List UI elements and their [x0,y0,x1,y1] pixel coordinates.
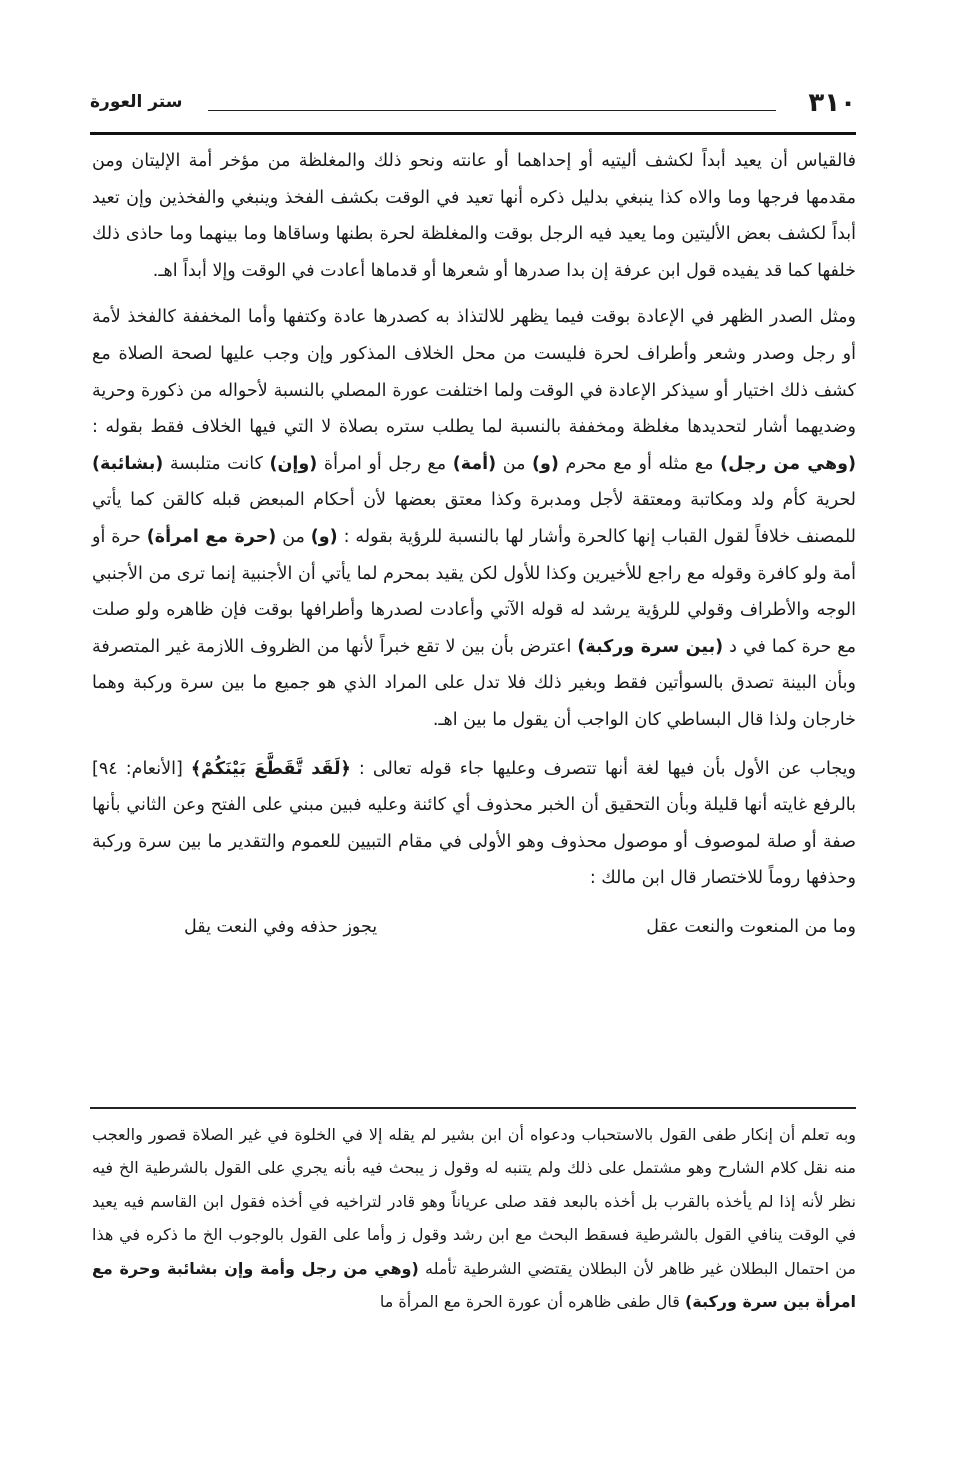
paragraph-2 [92,299,856,738]
bold-term: (و) [532,453,559,474]
text-run: لحرية كأم ولد ومكاتبة ومعتقة لأجل ومدبرة وكذا معتق بعضها لأن أحكام المبعض قبله كالقن كما يأتي للمصنف خلافاً لقول القباب إنها كالحرة وأشار لها بالنسبة للرؤية بقوله : [92,490,856,547]
bold-term: (أمة) [452,453,497,474]
footnote-paragraph [92,1118,856,1318]
page-number: ٣١٠ [808,88,856,118]
page-header [90,88,856,128]
paragraph-3 [92,751,856,897]
text-run: ومثل الصدر الظهر في الإعادة بوقت فيما يظهر للالتذاذ به كصدرها عادة وكتفها وأما المخففة كالفخذ لأمة أو رجل وصدر وشعر وأطراف لحرة فليست من محل الخلاف المذكور وإن وجب عليها لصحة الصلاة مع كشف ذلك اختيار أو سيذكر الإعادة في الوقت ولما اختلفت عورة المصلي بالنسبة لأحواله من ذكورة وحرية وضديهما أشار لتحديدها مغلظة ومخففة بالنسبة لما يطلب ستره بصلاة لا التي فيها الخلاف فقط بقوله : [92,307,856,438]
bold-term: (بشائبة) [92,453,164,474]
footnote-text [92,1118,856,1318]
verse-hemistich-right: وما من المنعوت والنعت عقل [646,916,856,937]
bold-term: (حرة مع امرأة) [146,526,277,547]
poetry-verse [184,909,856,946]
header-dash-line [208,110,776,111]
verse-hemistich-left: يجوز حذفه وفي النعت يقل [184,916,378,937]
footnote-rule [90,1107,856,1109]
main-text [92,143,856,945]
text-run: ويجاب عن الأول بأن فيها لغة أنها تتصرف وعليها جاء قوله تعالى : [358,758,856,779]
bold-term: (وهي من رجل وأمة وإن بشائبة وحرة مع امرأة بين سرة وركبة) [92,1258,856,1312]
text-run: اعترض بأن بين لا تقع خبراً لأنها من الظروف اللازمة غير المتصرفة وبأن البينة تصدق بالسوأتين فقط وبغير ذلك فلا تدل على المراد الذي هو جميع ما بين سرة وركبة وهما خارجان ولذا قال البساطي كان الواجب أن يقول ما بين اهـ. [92,636,856,730]
bold-term: (وإن) [269,453,318,474]
text-run: وبه تعلم أن إنكار طفى القول بالاستحباب ودعواه أن ابن بشير لم يقله إلا في الخلوة في غير الصلاة قصور والعجب منه نقل كلام الشارح وهو مشتمل على ذلك ولم يتنبه له وقول ز يبحث فيه بأنه يجري على القول بالشرطية الخ فيه نظر لأنه إذا لم يأخذه بالقرب بل أخذه بالبعد فقد صلى عرياناً وهو قادر لتراخيه في أخذه فقول ابن القاسم فيه يعيد في الوقت ينافي القول بالشرطية فسقط البحث مع ابن رشد وقول ز وأما على القول بالوجوب الخ ما ذكره في هذا من احتمال البطلان غير ظاهر لأن البطلان يقتضي الشرطية تأمله [92,1125,856,1278]
text-run: قال طفى ظاهره أن عورة الحرة مع المرأة ما [379,1292,680,1312]
paragraph-1: فالقياس أن يعيد أبداً لكشف أليتيه أو إحداهما أو عانته ونحو ذلك والمغلظة من مؤخر أمة الإليتان ومن مقدمها فرجها وما والاه كذا ينبغي بدليل ذكره أنها تعيد في الوقت بكشف الفخذ وينبغي والفخذين وإن تعيد أبداً لكشف بعض الأليتين وما يعيد فيه الرجل بوقت والمغلظة لحرة بطنها وساقاها وما بينهما وما حاذى ذلك خلفها كما قد يفيده قول ابن عرفة إن بدا صدرها أو شعرها أو قدماها أعادت في الوقت وإلا أبداً اهـ. [92,151,856,281]
text-run: مع رجل أو امرأة [323,453,447,474]
text-run: كانت متلبسة [169,453,263,474]
bold-term: (وهي من رجل) [720,453,856,474]
text-run: [الأنعام: ٩٤] بالرفع غايته أنها قليلة وبأن التحقيق أن الخبر محذوف أي كائنة وعليه فبين مبني على الفتح وعن الثاني بأنها صفة أو صلة لموصوف أو موصول محذوف وهو الأولى في مقام التبيين للعموم والتقدير ما بين سرة وركبة وحذفها روماً للاختصار قال ابن مالك : [92,758,856,889]
bold-term: (و) [310,526,338,547]
text-run: من [282,526,305,547]
text-run: من [502,453,526,474]
bold-term: (بين سرة وركبة) [577,636,724,657]
header-rule [90,132,856,135]
running-title: ستر العورة [90,92,183,112]
quran-quote: ﴿لَقَد تَّقَطَّعَ بَيْنَكُمْ﴾ [190,758,351,779]
text-run: حرة أو أمة ولو كافرة وقوله مع راجع للأخيرين وكذا للأول لكن يقيد بمحرم لما يأتي أن الأجنبية إنما ترى من الأجنبي الوجه والأطراف وقولي للرؤية يرشد له قوله الآتي وأعادت لصدرها وأطرافها بوقت فإن ظاهره ولو صلت مع حرة كما في د [92,526,856,657]
text-run: مع مثله أو مع محرم [565,453,714,474]
